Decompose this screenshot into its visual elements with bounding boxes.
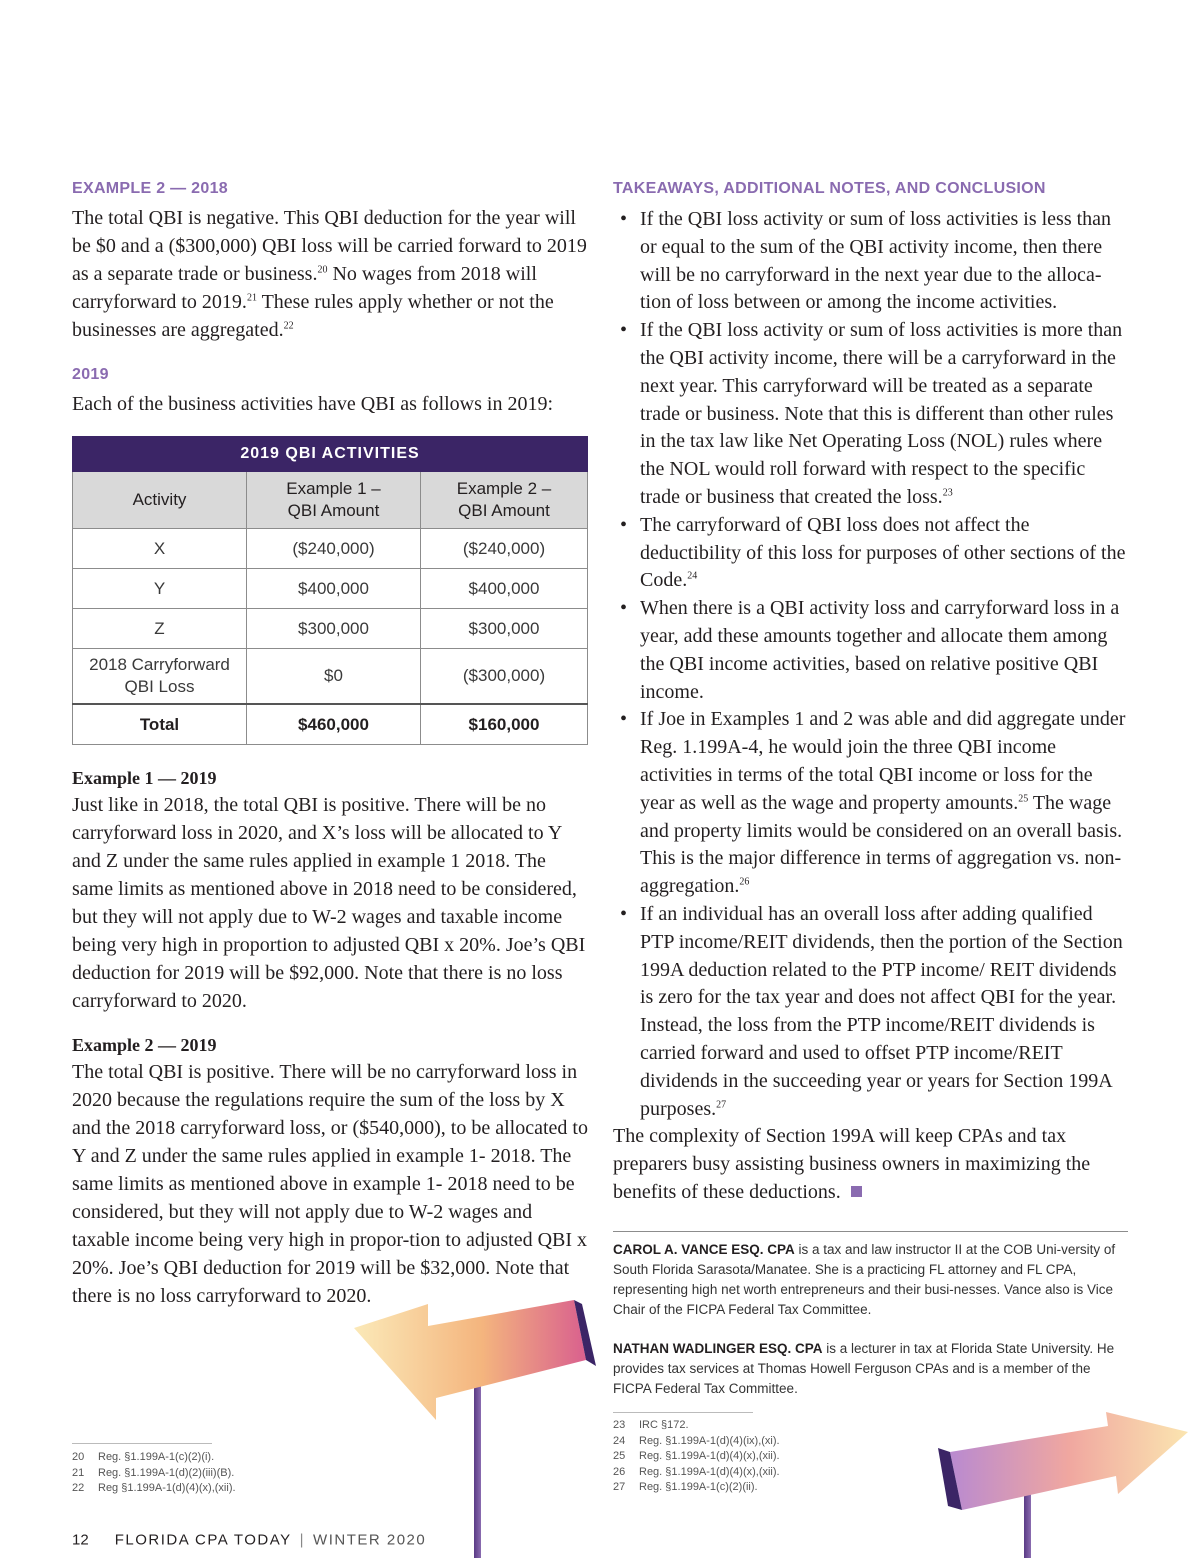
footnote: 27 Reg. §1.199A-1(c)(2)(ii). [613,1481,758,1493]
cell-activity: X [73,529,247,569]
cell-ex2: $300,000 [421,609,588,649]
year-2019-intro: Each of the business activities have QBI as follows in 2019: [72,393,554,415]
example2-2019-text: The total QBI is positive. There will be no carryforward loss in 2020 because the regulations require the sum of the loss by X and the 2018 carryforward loss, or ($540,000), to be allocated to Y and Z under the same rules applied in example 1- 2018. The same limits as mentioned above in example 1- 2018 need to be considered, but they will not apply due to W-2 wages and taxable income being very high in propor-tion to adjusted QBI x 20%. Joe’s QBI deduction for 2019 will be $32,000. Note that there is no loss carryforward to 2020. [72,1061,588,1307]
example2-2018-text: The total QBI is negative. This QBI deduction for the year will be $0 and a ($300,000) QBI loss will be carried forward to 2019 as a separate trade or business.$^{20}$ No wages from 2018 will carryforward to 2019.21 These rules apply whether or not the businesses are aggregated.$^{22}$ [72,207,587,341]
table-header-row [73,472,588,529]
footnote-ref: 24 [687,570,698,582]
cell-activity: 2018 Carryforward QBI Loss [73,649,247,705]
table-title: 2019 QBI ACTIVITIES [73,437,588,472]
footer-separator: | [299,1531,306,1549]
footnote: 22 Reg §1.199A-1(d)(4)(x),(xii). [72,1482,236,1494]
cell-ex2: ($300,000) [421,649,588,705]
cell-ex1: $0 [247,649,421,705]
footnote: 26 Reg. §1.199A-1(d)(4)(x),(xii). [613,1465,780,1478]
bio-divider [613,1231,1128,1232]
qbi-activities-table [72,436,588,745]
footnote: 25 Reg. §1.199A-1(d)(4)(x),(xii). [613,1450,780,1462]
arrow-sign-right-illustration [938,1412,1200,1558]
footnote-ref: 20 [317,264,328,276]
table-row-carryforward [73,649,588,705]
takeaways-heading: TAKEAWAYS, ADDITIONAL NOTES, AND CONCLUSION [613,180,1046,197]
list-item: • When there is a QBI activity loss and carryforward loss in a year, add these amounts together and allocate them among the QBI income activities, based on relative positive QBI income. [613,595,1128,706]
list-item: • If Joe in Examples 1 and 2 was able and did aggregate under Reg. 1.199A-4, he would join the three QBI income activities in terms of the total QBI income or loss for the year as well as the wage and property amounts.$^{25}$ The wage and property limits would be considered on an overall basis. This is the major difference in terms of aggregation vs. non-aggregation.$^{26}$ [613,706,1128,901]
left-column [72,180,588,1310]
arrow-sign [950,1412,1188,1510]
page-number: 12 [72,1531,89,1549]
footnote-divider [72,1443,212,1444]
col-example2-header: Example 2 – QBI Amount [421,472,588,529]
example2-2019-heading: Example 2 — 2019 [72,1035,217,1055]
table-row-total [73,704,588,745]
end-mark-icon [851,1186,862,1197]
footnote-ref: 21 [246,292,257,304]
cell-total-ex1: $460,000 [247,704,421,745]
arrow-sign [354,1300,586,1420]
example1-2019-text: Just like in 2018, the total QBI is positive. There will be no carryforward loss in 2020, and X’s loss will be allocated to Y and Z under the same rules applied in example 1 2018. The same limits as mentioned above in 2018 need to be considered, but they will not apply due to W-2 wages and taxable income being very high in proportion to adjusted QBI x 20%. Joe’s QBI deduction for 2019 will be $92,000. Note that there is no loss carryforward to 2020. [72,794,586,1012]
table-row [73,569,588,609]
list-item: • The carryforward of QBI loss does not affect the deductibility of this loss for purposes of other sections of the Code.$^{24}$ [613,512,1128,595]
sign-post [474,1380,481,1558]
list-item: • If the QBI loss activity or sum of loss activities is more than the QBI activity income, there will be a carryforward in the next year. This carryforward will be treated as a separate trade or business. Note that this is different than other rules in the tax law like Net Operating Loss (NOL) rules where the NOL would roll forward with respect to the specific trade or business that created the loss.$^{23}$ [613,317,1128,512]
footnote-ref: 27 [716,1098,727,1110]
takeaways-list [613,206,1128,1123]
footnote-divider [613,1412,753,1413]
arrow-sign-left-illustration [350,1300,600,1558]
publication-name: FLORIDA CPA TODAY [114,1531,292,1549]
cell-ex2: $400,000 [421,569,588,609]
page-footer [72,1532,426,1549]
col-example1-header: Example 1 – QBI Amount [247,472,421,529]
conclusion-text: The complexity of Section 199A will keep CPAs and tax preparers busy assisting business owners in maximizing the benefits of these deductions. [613,1125,1091,1203]
footnote-ref: 25 [1018,793,1029,805]
table-row [73,529,588,569]
footnote: 23 IRC §172. [613,1419,689,1431]
cell-ex1: ($240,000) [247,529,421,569]
author-bio-vance: CAROL A. VANCE ESQ. CPA is a tax and law instructor II at the COB Uni-versity of South Florida Sarasota/Manatee. She is a practicing FL attorney and FL CPA, representing high net worth entrepreneurs and their busi-nesses. Vance also is Vice Chair of the FICPA Federal Tax Committee. [613,1242,1116,1317]
cell-total-ex2: $160,000 [421,704,588,745]
example1-2019-heading: Example 1 — 2019 [72,768,217,788]
list-item: • If the QBI loss activity or sum of loss activities is less than or equal to the sum of the QBI activity income, then there will be no carryforward in the next year due to the alloca-tion of loss between or among the income activities. [613,206,1128,317]
cell-ex2: ($240,000) [421,529,588,569]
col-activity-header: Activity [73,472,247,529]
year-2019-heading: 2019 [72,366,109,383]
footnote: 24 Reg. §1.199A-1(d)(4)(ix),(xi). [613,1434,780,1447]
list-item: • If an individual has an overall loss after adding qualified PTP income/REIT dividends, then the portion of the Section 199A deduction related to the PTP income/ REIT dividends is zero for the tax year and does not affect QBI for the year. Instead, the loss from the PTP income/REIT dividends is carried forward and used to offset PTP income/REIT dividends in the succeeding year or years for Section 199A purposes.$^{27}$ [613,901,1128,1123]
table-row [73,609,588,649]
issue-label: WINTER 2020 [313,1531,427,1549]
cell-activity: Z [73,609,247,649]
cell-total-label: Total [73,704,247,745]
table-title-row [73,437,588,472]
footnote: 21 Reg. §1.199A-1(d)(2)(iii)(B). [72,1466,235,1479]
cell-ex1: $400,000 [247,569,421,609]
footnote-ref: 26 [739,876,750,888]
footnote: 20 Reg. §1.199A-1(c)(2)(i). [72,1451,215,1463]
author-bio-wadlinger: NATHAN WADLINGER ESQ. CPA is a lecturer in tax at Florida State University. He provides tax services at Thomas Howell Ferguson CPAs and is a member of the FICPA Federal Tax Committee. [613,1341,1115,1396]
footnotes-left [72,1450,236,1497]
footnote-ref: 22 [283,320,294,332]
footnotes-right [613,1418,780,1496]
footnote-ref: 23 [942,487,953,499]
cell-activity: Y [73,569,247,609]
right-column [613,180,1128,1207]
cell-ex1: $300,000 [247,609,421,649]
example2-2018-heading: EXAMPLE 2 — 2018 [72,180,228,197]
